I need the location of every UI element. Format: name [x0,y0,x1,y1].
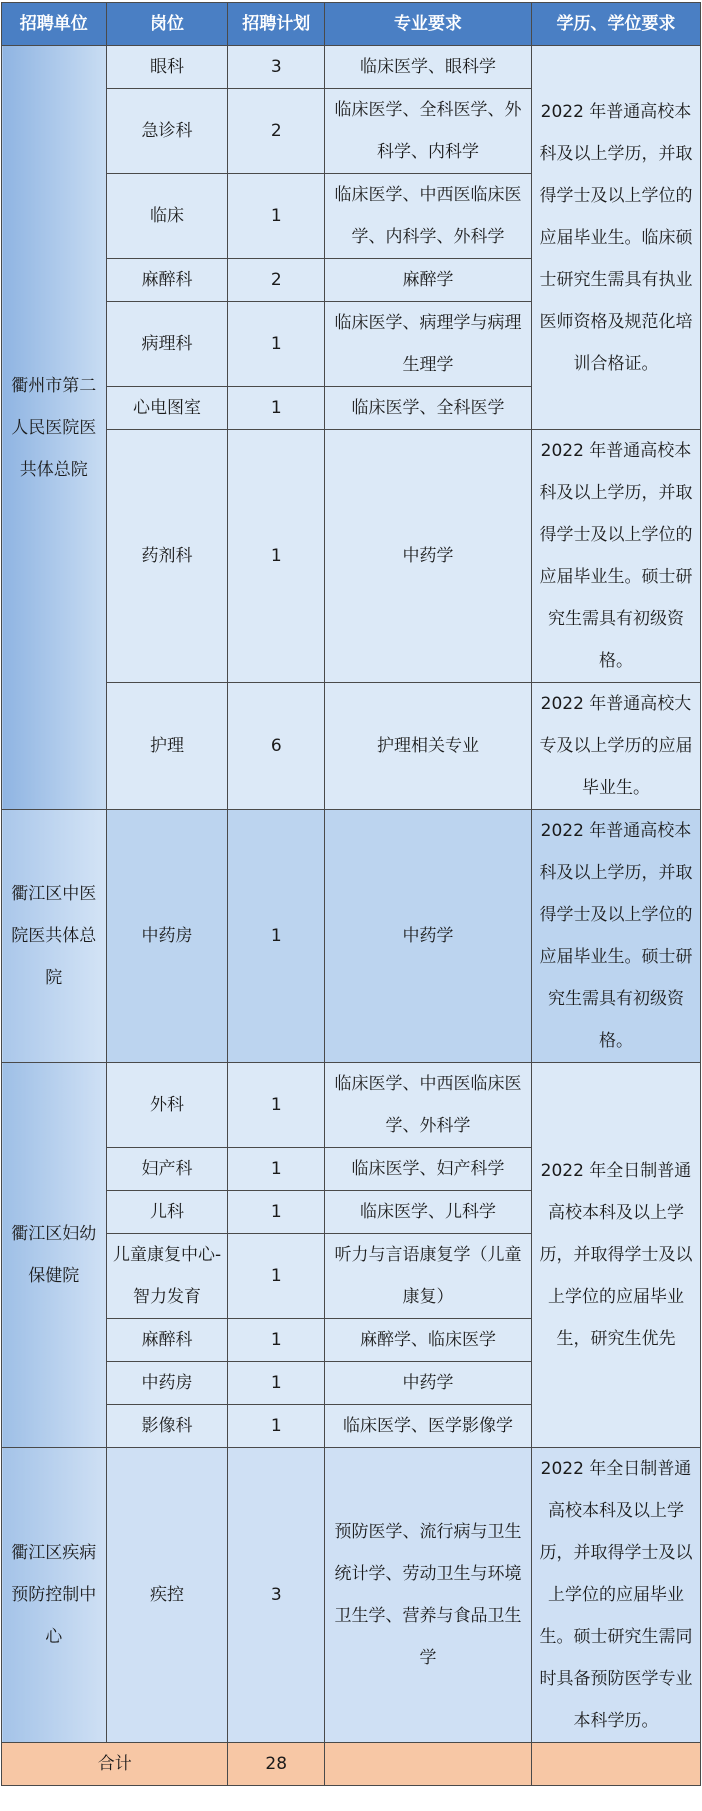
post-cell: 心电图室 [106,387,228,430]
major-cell: 临床医学、中西医临床医学、内科学、外科学 [325,174,532,259]
table-row [2,1448,701,1743]
major-cell: 临床医学、中西医临床医学、外科学 [325,1063,532,1148]
requirement-cell: 2022 年普通高校大专及以上学历的应届毕业生。 [531,683,700,810]
table-row [2,810,701,1063]
major-cell: 临床医学、眼科学 [325,46,532,89]
post-cell: 儿科 [106,1191,228,1234]
unit-cell: 衢州市第二人民医院医共体总院 [2,46,107,810]
header-plan: 招聘计划 [228,3,325,46]
post-cell: 中药房 [106,1362,228,1405]
plan-cell: 1 [228,1319,325,1362]
post-cell: 影像科 [106,1405,228,1448]
total-row [2,1743,701,1786]
total-empty-cell [325,1743,532,1786]
post-cell: 儿童康复中心-智力发育 [106,1234,228,1319]
plan-cell: 6 [228,683,325,810]
major-cell: 临床医学、妇产科学 [325,1148,532,1191]
requirement-cell: 2022 年普通高校本科及以上学历，并取得学士及以上学位的应届毕业生。硕士研究生需具有初级资格。 [531,810,700,1063]
major-cell: 中药学 [325,1362,532,1405]
plan-cell: 1 [228,1063,325,1148]
major-cell: 中药学 [325,430,532,683]
plan-cell: 1 [228,1148,325,1191]
plan-cell: 2 [228,89,325,174]
plan-cell: 1 [228,1234,325,1319]
plan-cell: 3 [228,46,325,89]
header-major: 专业要求 [325,3,532,46]
post-cell: 临床 [106,174,228,259]
post-cell: 外科 [106,1063,228,1148]
header-post: 岗位 [106,3,228,46]
plan-cell: 1 [228,430,325,683]
plan-cell: 1 [228,810,325,1063]
total-label: 合计 [2,1743,228,1786]
post-cell: 眼科 [106,46,228,89]
table-row [2,683,701,810]
plan-cell: 1 [228,302,325,387]
plan-cell: 1 [228,174,325,259]
plan-cell: 3 [228,1448,325,1743]
requirement-cell: 2022 年全日制普通高校本科及以上学历，并取得学士及以上学位的应届毕业生，研究生优先 [531,1063,700,1448]
major-cell: 临床医学、儿科学 [325,1191,532,1234]
requirement-cell: 2022 年普通高校本科及以上学历，并取得学士及以上学位的应届毕业生。临床硕士研究生需具有执业医师资格及规范化培训合格证。 [531,46,700,430]
plan-cell: 1 [228,387,325,430]
table-row [2,46,701,89]
table-row [2,1063,701,1148]
table-header-row [2,3,701,46]
post-cell: 妇产科 [106,1148,228,1191]
post-cell: 麻醉科 [106,1319,228,1362]
requirement-cell: 2022 年全日制普通高校本科及以上学历，并取得学士及以上学位的应届毕业生。硕士研究生需同时具备预防医学专业本科学历。 [531,1448,700,1743]
post-cell: 急诊科 [106,89,228,174]
major-cell: 听力与言语康复学（儿童康复） [325,1234,532,1319]
post-cell: 病理科 [106,302,228,387]
total-value: 28 [228,1743,325,1786]
post-cell: 疾控 [106,1448,228,1743]
plan-cell: 1 [228,1362,325,1405]
post-cell: 中药房 [106,810,228,1063]
post-cell: 护理 [106,683,228,810]
major-cell: 麻醉学、临床医学 [325,1319,532,1362]
major-cell: 中药学 [325,810,532,1063]
table-row [2,430,701,683]
requirement-cell: 2022 年普通高校本科及以上学历，并取得学士及以上学位的应届毕业生。硕士研究生需具有初级资格。 [531,430,700,683]
major-cell: 临床医学、全科医学 [325,387,532,430]
header-requirement: 学历、学位要求 [531,3,700,46]
major-cell: 临床医学、全科医学、外科学、内科学 [325,89,532,174]
major-cell: 麻醉学 [325,259,532,302]
major-cell: 临床医学、病理学与病理生理学 [325,302,532,387]
recruitment-table [1,2,701,1786]
plan-cell: 1 [228,1405,325,1448]
major-cell: 临床医学、医学影像学 [325,1405,532,1448]
post-cell: 药剂科 [106,430,228,683]
major-cell: 护理相关专业 [325,683,532,810]
header-unit: 招聘单位 [2,3,107,46]
post-cell: 麻醉科 [106,259,228,302]
major-cell: 预防医学、流行病与卫生统计学、劳动卫生与环境卫生学、营养与食品卫生学 [325,1448,532,1743]
unit-cell: 衢江区中医院医共体总院 [2,810,107,1063]
plan-cell: 2 [228,259,325,302]
unit-cell: 衢江区妇幼保健院 [2,1063,107,1448]
total-empty-cell [531,1743,700,1786]
unit-cell: 衢江区疾病预防控制中心 [2,1448,107,1743]
plan-cell: 1 [228,1191,325,1234]
